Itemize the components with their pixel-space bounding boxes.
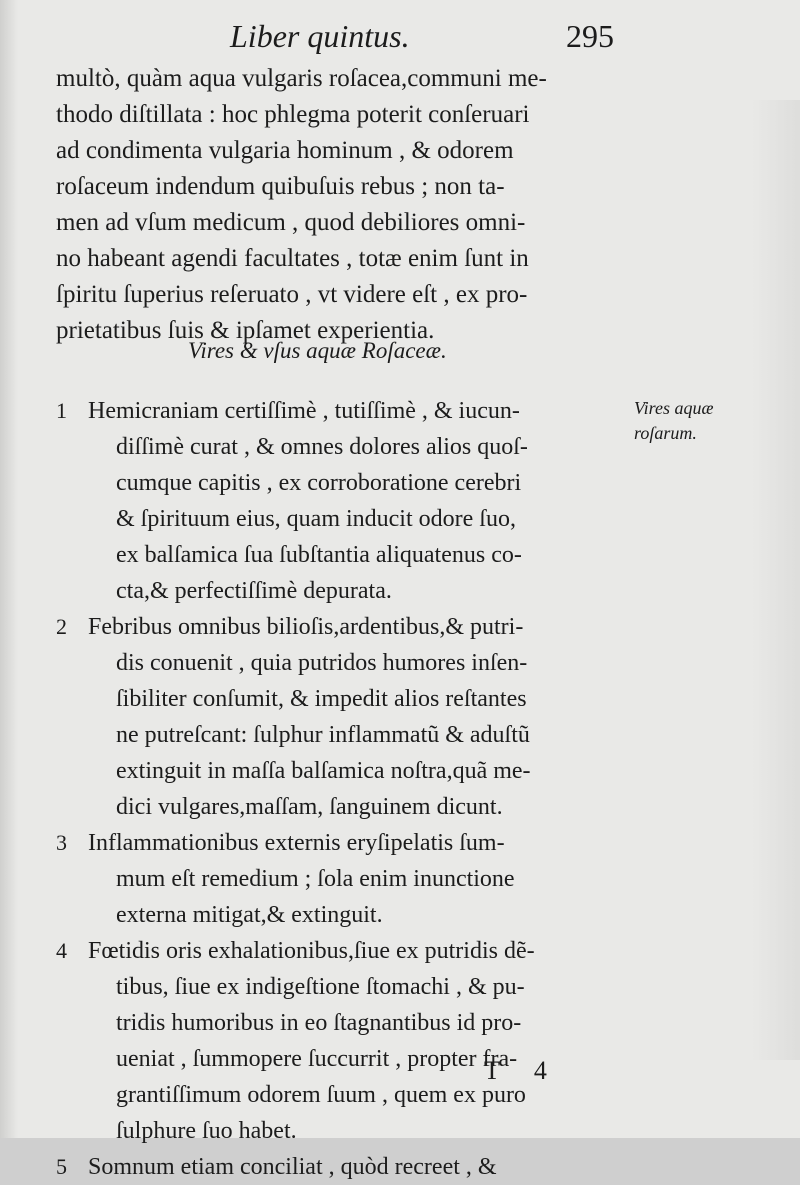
list-item-number: 3 [56, 830, 67, 855]
list-item-number: 2 [56, 614, 67, 639]
list-item-line: cumque capitis , ex corroboratione cerebri [116, 470, 522, 496]
list-item-number: 5 [56, 1154, 67, 1179]
list-item-number: 4 [56, 938, 67, 963]
signature-mark: T 4 [484, 1056, 561, 1085]
margin-note-line: Vires aquæ [634, 398, 714, 418]
running-head-title: Liber quintus. [230, 18, 410, 54]
text-line: prietatibus ſuis & ipſamet experientia. [56, 317, 435, 344]
intro-paragraph [56, 61, 626, 349]
list-item-line: ueniat , ſummopere ſuccurrit , propter fra- [116, 1046, 518, 1072]
list-item [56, 933, 636, 1149]
text-line: men ad vſum medicum , quod debiliores omni- [56, 209, 526, 236]
list-item-number: 1 [56, 398, 67, 423]
list-item-line: grantiſſimum odorem ſuum , quem ex puro [116, 1082, 526, 1108]
list-item-line: externa mitigat,& extinguit. [116, 902, 383, 928]
list-item-line: extinguit in maſſa balſamica noſtra,quã me- [116, 758, 531, 784]
list-item [56, 1149, 636, 1185]
list-item-line: ſulphure ſuo habet. [116, 1118, 297, 1144]
list-item-line: Inflammationibus externis eryſipelatis ſum- [88, 830, 505, 856]
page-gutter-shadow [0, 0, 18, 1138]
list-item [56, 609, 636, 825]
list-item-line: dis conuenit , quia putridos humores inſen- [116, 650, 528, 676]
list-item-line: mum eſt remedium ; ſola enim inunctione [116, 866, 515, 892]
list-item-line: Somnum etiam conciliat , quòd recreet , & [88, 1154, 497, 1180]
margin-note-line: roſarum. [634, 423, 697, 443]
list-item [56, 393, 636, 609]
list-item-line: ex balſamica ſua ſubſtantia aliquatenus co- [116, 542, 522, 568]
text-line: multò, quàm aqua vulgaris roſacea,communi me- [56, 65, 547, 92]
list-item [56, 825, 636, 933]
margin-note [634, 396, 714, 446]
list-item-line: ſibiliter conſumit, & impedit alios reſtantes [116, 686, 527, 712]
list-item-line: Fœtidis oris exhalationibus,ſiue ex putridis dẽ- [88, 938, 535, 964]
list-item-line: tridis humoribus in eo ſtagnantibus id pro- [116, 1010, 522, 1036]
list-item-line: ne putreſcant: ſulphur inflammatũ & aduſtũ [116, 722, 530, 748]
text-line: ſpiritu ſuperius reſeruato , vt videre eſt , ex pro- [56, 281, 528, 308]
text-line: ad condimenta vulgaria hominum , & odorem [56, 137, 514, 164]
list-item-line: tibus, ſiue ex indigeſtione ſtomachi , & pu- [116, 974, 525, 1000]
page-edge-shadow [752, 100, 800, 1060]
section-heading: Vires & vſus aquæ Roſaceæ. [188, 338, 447, 363]
list-item-line: diſſimè curat , & omnes dolores alios quoſ- [116, 434, 528, 460]
text-line: no habeant agendi facultates , totæ enim ſunt in [56, 245, 529, 272]
text-line: roſaceum indendum quibuſuis rebus ; non ta- [56, 173, 505, 200]
list-item-line: cta,& perfectiſſimè depurata. [116, 578, 392, 604]
list-item-line: & ſpirituum eius, quam inducit odore ſuo, [116, 506, 516, 532]
page-number: 295 [566, 18, 614, 54]
list-item-line: Febribus omnibus bilioſis,ardentibus,& putri- [88, 614, 524, 640]
list-item-line: Hemicraniam certiſſimè , tutiſſimè , & iucun- [88, 398, 520, 424]
list-item-line: dici vulgares,maſſam, ſanguinem dicunt. [116, 794, 503, 820]
text-line: thodo diſtillata : hoc phlegma poterit conſeruari [56, 101, 530, 128]
